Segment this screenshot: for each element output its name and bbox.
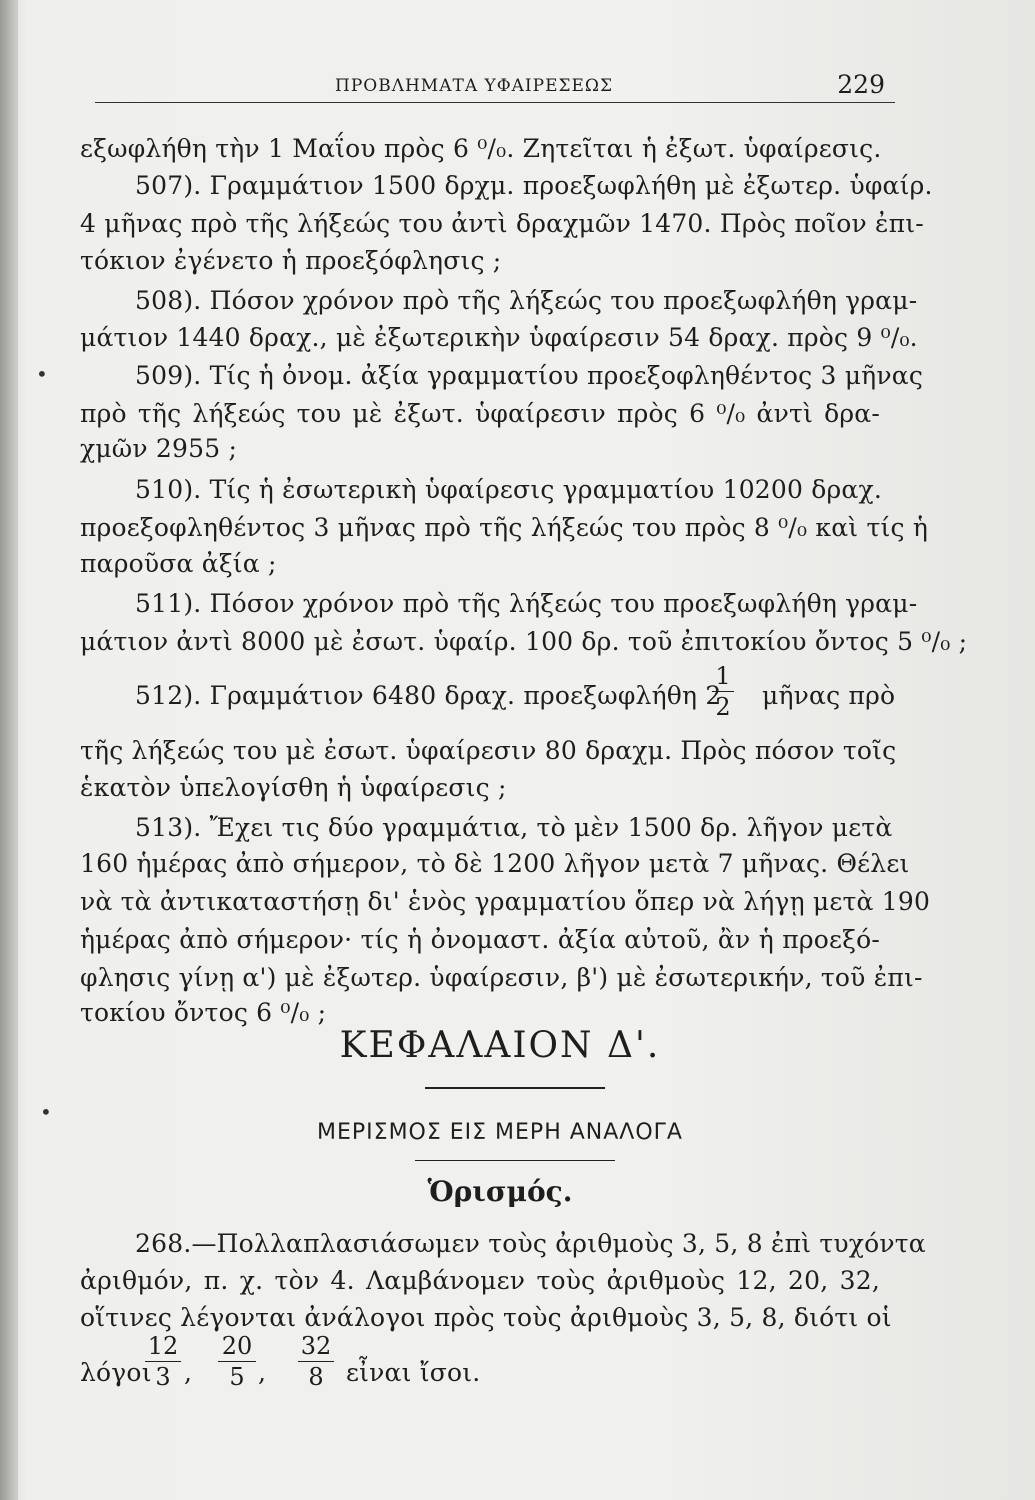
problem-507: 507). Γραμμάτιον 1500 δρχμ. προεξωφλήθη μὲ ἐξωτερ. ὑφαίρ. [135, 171, 933, 200]
text-line: μάτιον 1440 δραχ., μὲ ἐξωτερικὴν ὑφαίρεσιν 54 δραχ. πρὸς 9 ⁰/₀. [80, 323, 918, 352]
text-line: νὰ τὰ ἀντικαταστήσῃ δι' ἑνὸς γραμματίου ὅπερ νὰ λήγῃ μετὰ 190 [80, 887, 931, 916]
text-line: μάτιον ἀντὶ 8000 μὲ ἐσωτ. ὑφαίρ. 100 δρ. τοῦ ἐπιτοκίου ὄντος 5 ⁰/₀ ; [80, 627, 968, 656]
fraction-bar [712, 691, 734, 692]
section-title: ΜΕΡΙΣΜΟΣ ΕΙΣ ΜΕΡΗ ΑΝΑΛΟΓΑ [317, 1120, 683, 1145]
text-line: ἀριθμόν, π. χ. τὸν 4. Λαμβάνομεν τοὺς ἀριθμοὺς 12, 20, 32, [80, 1266, 880, 1295]
comma: , [184, 1358, 193, 1387]
fraction-denominator: 3 [155, 1363, 171, 1391]
text-line: πρὸ τῆς λήξεώς του μὲ ἐξωτ. ὑφαίρεσιν πρὸς 6 ⁰/₀ ἀντὶ δρα- [80, 399, 880, 428]
text-line: χμῶν 2955 ; [80, 434, 238, 463]
problem-513: 513). Ἔχει τις δύο γραμμάτια, τὸ μὲν 1500 δρ. λῆγον μετὰ [135, 813, 893, 842]
fraction-numerator: 32 [300, 1332, 332, 1360]
text-line: τοκίου ὄντος 6 ⁰/₀ ; [80, 998, 327, 1027]
text-line: ἡμέρας ἀπὸ σήμερον· τίς ἡ ὀνομαστ. ἀξία αὐτοῦ, ἂν ἡ προεξό- [80, 925, 880, 954]
text-line: τόκιον ἐγένετο ἡ προεξόφλησις ; [80, 246, 502, 275]
text-line: παροῦσα ἀξία ; [80, 549, 277, 578]
page-header [95, 70, 895, 110]
fraction-one-half [712, 663, 734, 720]
page-gutter [0, 0, 18, 1500]
comma: , [258, 1358, 267, 1387]
chapter-title: ΚΕΦΑΛΑΙΟΝ Δ'. [339, 1025, 661, 1066]
fraction-numerator: 20 [221, 1332, 253, 1360]
page-number: 229 [837, 70, 885, 99]
text-line: λόγοι [80, 1358, 152, 1387]
problem-510: 510). Τίς ἡ ἐσωτερικὴ ὑφαίρεσις γραμματίου 10200 δραχ. [135, 475, 882, 504]
text-line: 4 μῆνας πρὸ τῆς λήξεώς του ἀντὶ δραχμῶν 1470. Πρὸς ποῖον ἐπι- [80, 209, 924, 238]
fraction-bar [298, 1361, 334, 1362]
text-line: τῆς λήξεώς του μὲ ἐσωτ. ὑφαίρεσιν 80 δραχμ. Πρὸς πόσον τοῖς [80, 736, 897, 765]
text-line: 160 ἡμέρας ἀπὸ σήμερον, τὸ δὲ 1200 λῆγον μετὰ 7 μῆνας. Θέλει [80, 849, 910, 878]
fraction-denominator: 8 [308, 1363, 324, 1391]
problem-509: 509). Τίς ἡ ὀνομ. ἀξία γραμματίου προεξοφληθέντος 3 μῆνας [135, 361, 924, 390]
fraction-bar [218, 1361, 256, 1362]
section-rule [415, 1160, 615, 1161]
problem-508: 508). Πόσον χρόνον πρὸ τῆς λήξεώς του προεξωφλήθη γραμ- [135, 286, 918, 315]
definition-heading: Ὁρισμός. [427, 1175, 573, 1208]
fraction-12-3 [145, 1333, 181, 1390]
text-line: εξωφλήθη τὴν 1 Μαΐου πρὸς 6 ⁰/₀. Ζητεῖται ἡ ἐξωτ. ὑφαίρεσις. [80, 134, 882, 163]
margin-bullet-mark: • [36, 362, 48, 386]
text-line: φλησις γίνῃ α') μὲ ἐξωτερ. ὑφαίρεσιν, β') μὲ ἐσωτερικήν, τοῦ ἐπι- [80, 963, 923, 992]
paragraph-268: 268.—Πολλαπλασιάσωμεν τοὺς ἀριθμοὺς 3, 5, 8 ἐπὶ τυχόντα [135, 1229, 926, 1258]
text-line: ἑκατὸν ὑπελογίσθη ἡ ὑφαίρεσις ; [80, 773, 507, 802]
text-line: προεξοφληθέντος 3 μῆνας πρὸ τῆς λήξεώς του πρὸς 8 ⁰/₀ καὶ τίς ἡ [80, 513, 929, 542]
margin-bullet-mark: • [40, 1100, 52, 1124]
fraction-32-8 [298, 1333, 334, 1390]
header-rule [95, 102, 895, 103]
fraction-20-5 [218, 1333, 256, 1390]
text-line: εἶναι ἴσοι. [346, 1358, 481, 1387]
chapter-rule [425, 1087, 605, 1089]
text-line: οἵτινες λέγονται ἀνάλογοι πρὸς τοὺς ἀριθμοὺς 3, 5, 8, διότι οἱ [80, 1303, 892, 1332]
problem-511: 511). Πόσον χρόνον πρὸ τῆς λήξεώς του προεξωφλήθη γραμ- [135, 589, 918, 618]
fraction-denominator: 2 [715, 693, 731, 721]
fraction-numerator: 12 [147, 1332, 179, 1360]
fraction-denominator: 5 [229, 1363, 245, 1391]
running-head: ΠΡΟΒΛΗΜΑΤΑ ΥΦΑΙΡΕΣΕΩΣ [335, 76, 614, 96]
fraction-bar [145, 1361, 181, 1362]
fraction-numerator: 1 [715, 662, 731, 690]
problem-512: 512). Γραμμάτιον 6480 δραχ. προεξωφλήθη 2 [135, 681, 722, 710]
text-line: μῆνας πρὸ [762, 681, 896, 710]
